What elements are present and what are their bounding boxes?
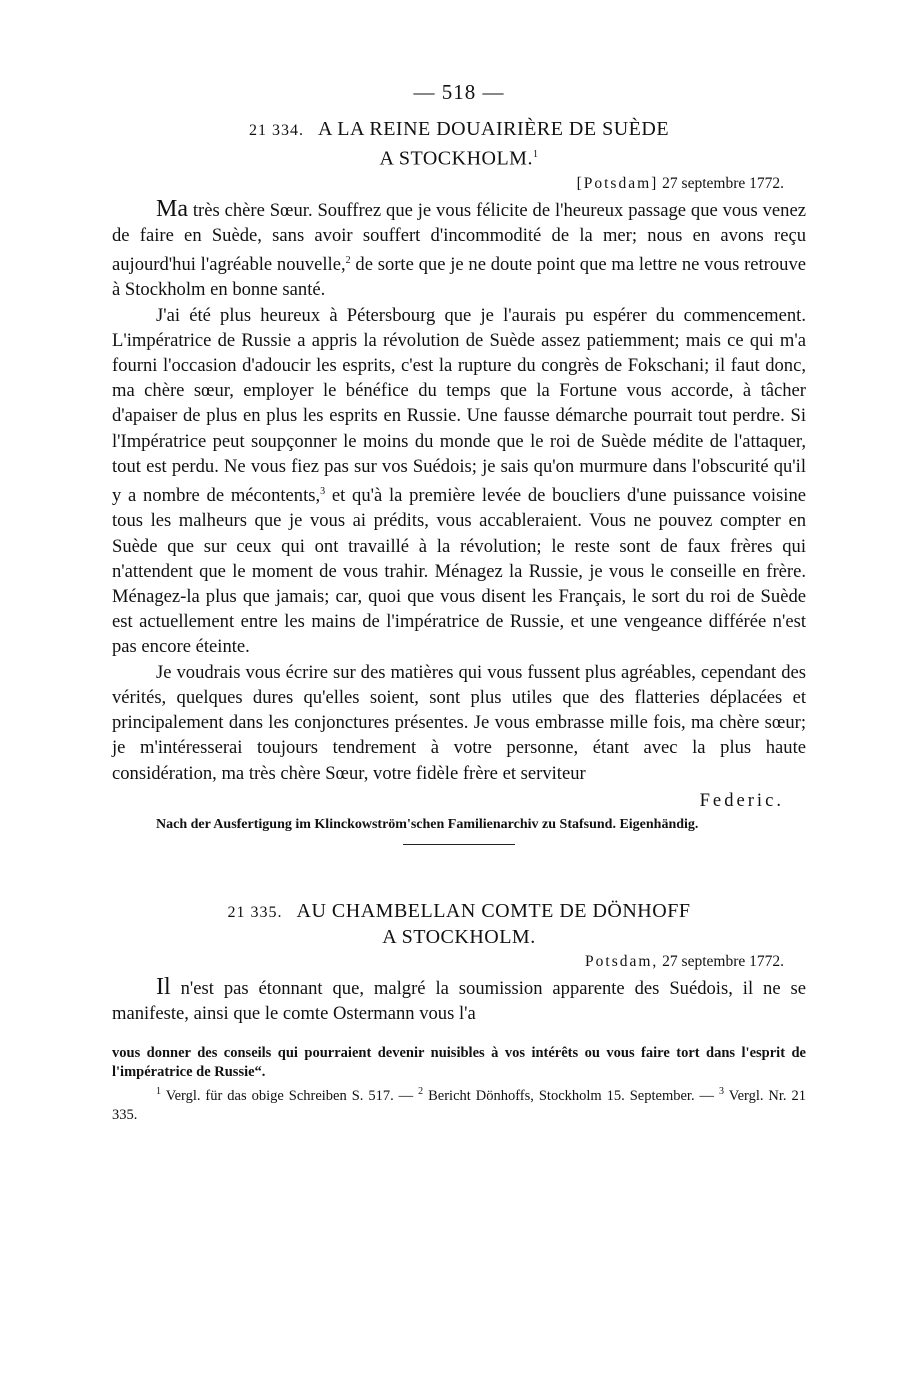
- footnote-text: Bericht Dönhoffs, Stockholm 15. September. —: [428, 1087, 715, 1104]
- letter-title-line2: A STOCKHOLM.: [379, 147, 533, 170]
- footnote-ref: 1: [532, 149, 539, 160]
- signature: Federic.: [699, 789, 784, 811]
- letter-heading: [112, 117, 806, 171]
- opening-word: Il: [156, 973, 171, 1000]
- footnote-ref: 3: [320, 486, 326, 498]
- footnote-number: 1: [156, 1086, 161, 1098]
- paragraph-text: très chère Sœur. Souffrez que je vous félicite de l'heureux passage que vous venez de faire en Suède, sans avoir souffert d'incommodité de la mer; nous en avons reçu aujourd'hui l'agréable nouvelle,: [112, 199, 806, 276]
- footnote-continuation: vous donner des conseils qui pourraient devenir nuisibles à vos intérêts ou vous faire tort dans l'esprit de l'impératrice de Russie“.: [112, 1045, 806, 1081]
- paragraph: Je voudrais vous écrire sur des matières qui vous fussent plus agréables, cependant des vérités, quelques dures qu'elles soient, sont plus utiles que des flatteries déplacées et principalement dans les conjonctures présentes. Je vous embrasse mille fois, ma chère sœur; je m'intéresserai toujours tendrement à votre personne, étant avec la plus haute considération, ma très chère Sœur, votre fidèle frère et serviteur: [112, 661, 806, 784]
- dateline: [112, 175, 784, 193]
- opening-word: Ma: [156, 195, 188, 222]
- paragraph: [112, 975, 806, 1026]
- letter-title: A LA REINE DOUAIRIÈRE DE SUÈDE: [317, 118, 670, 140]
- footnote-text: Vergl. für das obige Schreiben S. 517. —: [165, 1087, 414, 1104]
- paragraph-text: J'ai été plus heureux à Pétersbourg que je l'aurais pu espérer du commencement. L'impératrice de Russie a appris la révolution de Suède assez patiemment; mais ce qui m'a fourni l'occasion d'adoucir les esprits, c'est la rupture du congrès de Fokschani; il faut donc, ma chère sœur, employer le bénéfice du temps que la Fortune vous accorde, à tâcher d'apaiser de plus en plus les esprits en Russie. Une fausse démarche pourrait tout perdre. Si l'Impératrice peut soupçonner le moins du monde que le roi de Suède médite de l'attaquer, tout est perdu. Ne vous fiez pas sur vos Suédois; je sais qu'on murmure dans l'obscurité qu'il y a nombre de mécontents,: [112, 304, 806, 507]
- paragraph: [112, 197, 806, 303]
- letter-title-line2: A STOCKHOLM.: [382, 925, 536, 948]
- page-number: — 518 —: [413, 80, 505, 104]
- paragraph-text: de sorte que je ne doute point que ma lettre ne vous retrouve à Stockholm en bonne santé.: [112, 254, 807, 301]
- footnote-text: Vergl. Nr. 21 335.: [112, 1087, 807, 1123]
- letter-title: AU CHAMBELLAN COMTE DE DÖNHOFF: [296, 899, 691, 922]
- footnote-number: 2: [418, 1086, 424, 1098]
- paragraph-text: n'est pas étonnant que, malgré la soumission apparente des Suédois, il ne se manifeste, ainsi que le comte Ostermann vous l'a: [112, 977, 806, 1024]
- paragraph-text: et qu'à la première levée de boucliers d'une puissance voisine tous les malheurs que je vous ai prédits, vous accableraient. Vous ne pouvez compter en Suède que sur ceux qui ont travaillé à la révolution; le reste sont de faux frères qui n'attendent que le moment de vous trahir. Ménagez la Russie, je vous le conseille en frère. Ménagez-la plus que jamais; car, quoi que vous disent les Français, le sort du roi de Suède est actuellement entre les mains de l'impératrice de Russie, et une vengeance différée n'est pas encore éteinte.: [112, 485, 806, 658]
- letter-number: 21 334.: [248, 122, 304, 139]
- dateline: [112, 953, 784, 971]
- place: [Potsdam]: [576, 174, 659, 192]
- place: Potsdam,: [585, 952, 659, 970]
- footnote-list: [112, 1082, 806, 1125]
- footnote-number: 3: [719, 1086, 724, 1098]
- source-note: Nach der Ausfertigung im Klinckowström'schen Familienarchiv zu Stafsund. Eigenhändig.: [156, 816, 699, 832]
- letter-number: 21 335.: [227, 903, 283, 921]
- date: 27 septembre 1772.: [662, 952, 784, 970]
- document-page: [112, 80, 806, 1125]
- footnote-ref: 2: [345, 255, 351, 267]
- date: 27 septembre 1772.: [662, 174, 784, 192]
- paragraph: [112, 303, 806, 660]
- footnotes: [112, 1044, 806, 1125]
- letter-heading: [112, 899, 806, 949]
